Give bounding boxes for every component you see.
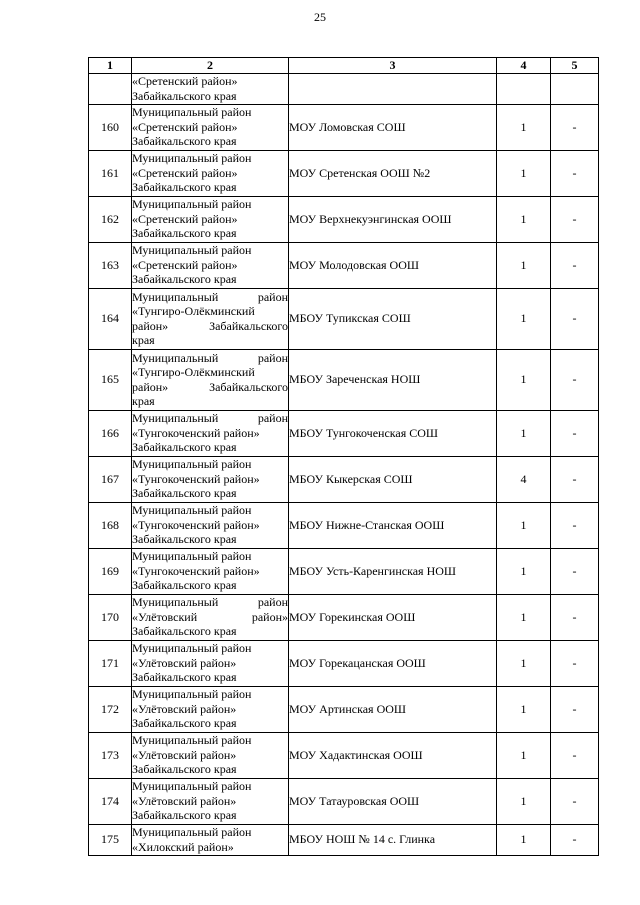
- cell-num: 161: [89, 150, 132, 196]
- table-row: [89, 732, 599, 778]
- header-col-4: 4: [497, 58, 551, 74]
- cell-num: 175: [89, 824, 132, 855]
- cell-district: [132, 73, 289, 104]
- district-line: «Сретенский район»: [132, 211, 238, 226]
- cell-district: [132, 104, 289, 150]
- cell-col5: -: [551, 349, 599, 410]
- header-row: [89, 58, 599, 74]
- cell-num: 160: [89, 104, 132, 150]
- cell-col5: -: [551, 288, 599, 349]
- cell-school: МОУ Артинская ООШ: [289, 686, 497, 732]
- cell-school: МБОУ НОШ № 14 с. Глинка: [289, 824, 497, 855]
- district-line: Забайкальского края: [132, 532, 237, 547]
- table-row: [89, 410, 599, 456]
- table-row: [89, 104, 599, 150]
- cell-qty: 4: [497, 456, 551, 502]
- district-line: «Улётовский район»: [132, 655, 237, 670]
- header-col-2: 2: [132, 58, 289, 74]
- cell-school: МБОУ Кыкерская СОШ: [289, 456, 497, 502]
- cell-num: 170: [89, 594, 132, 640]
- district-line: Муниципальный район: [132, 197, 252, 212]
- cell-num: 166: [89, 410, 132, 456]
- cell-col5: -: [551, 548, 599, 594]
- cell-qty: 1: [497, 778, 551, 824]
- cell-district: [132, 594, 289, 640]
- cell-col5: -: [551, 824, 599, 855]
- cell-col5: -: [551, 456, 599, 502]
- district-line: Муниципальный район: [132, 687, 252, 702]
- cell-school: МБОУ Тупикская СОШ: [289, 288, 497, 349]
- table-row: [89, 456, 599, 502]
- district-line: «Хилокский район»: [132, 839, 234, 854]
- cell-qty: 1: [497, 548, 551, 594]
- cell-col5: [551, 73, 599, 104]
- district-line: «Сретенский район»: [132, 74, 238, 88]
- cell-qty: 1: [497, 732, 551, 778]
- cell-qty: 1: [497, 686, 551, 732]
- cell-qty: 1: [497, 349, 551, 410]
- cell-qty: 1: [497, 824, 551, 855]
- district-line: «Сретенский район»: [132, 257, 238, 272]
- cell-school: МОУ Ломовская СОШ: [289, 104, 497, 150]
- cell-district: [132, 242, 289, 288]
- header-col-3: 3: [289, 58, 497, 74]
- cell-school: [289, 73, 497, 104]
- district-line: Муниципальный район: [132, 503, 252, 518]
- table-row: [89, 778, 599, 824]
- district-line: «Улётовский район»: [132, 701, 237, 716]
- district-line: Муниципальный район: [132, 289, 288, 304]
- cell-district: [132, 778, 289, 824]
- district-line: Муниципальный район: [132, 595, 288, 610]
- cell-qty: 1: [497, 242, 551, 288]
- table-row: [89, 824, 599, 855]
- district-line: Муниципальный район: [132, 151, 252, 166]
- cell-district: [132, 150, 289, 196]
- district-line: «Тунгиро-Олёкминский: [132, 304, 255, 318]
- district-line: Муниципальный район: [132, 105, 252, 120]
- cell-col5: -: [551, 410, 599, 456]
- cell-num: 171: [89, 640, 132, 686]
- district-line: Муниципальный район: [132, 641, 252, 656]
- cell-num: 163: [89, 242, 132, 288]
- header-col-1: 1: [89, 58, 132, 74]
- cell-school: МБОУ Усть-Каренгинская НОШ: [289, 548, 497, 594]
- cell-district: [132, 686, 289, 732]
- cell-qty: 1: [497, 594, 551, 640]
- table-row: [89, 502, 599, 548]
- district-line: «Тунгокоченский район»: [132, 425, 260, 440]
- cell-school: МБОУ Тунгокоченская СОШ: [289, 410, 497, 456]
- table-row: [89, 548, 599, 594]
- district-line: «Сретенский район»: [132, 165, 238, 180]
- table-row: [89, 686, 599, 732]
- district-line: «Тунгокоченский район»: [132, 517, 260, 532]
- cell-school: МОУ Татауровская ООШ: [289, 778, 497, 824]
- district-line: район» Забайкальского: [132, 379, 288, 394]
- cell-district: [132, 288, 289, 349]
- table-row: [89, 288, 599, 349]
- cell-qty: [497, 73, 551, 104]
- district-line: Муниципальный район: [132, 350, 288, 365]
- cell-school: МБОУ Нижне-Станская ООШ: [289, 502, 497, 548]
- cell-district: [132, 196, 289, 242]
- district-line: края: [132, 394, 155, 408]
- district-line: Забайкальского края: [132, 762, 237, 777]
- district-line: Забайкальского края: [132, 226, 237, 241]
- cell-num: 169: [89, 548, 132, 594]
- district-line: Забайкальского края: [132, 88, 237, 103]
- district-line: Забайкальского края: [132, 272, 237, 287]
- district-line: Забайкальского края: [132, 716, 237, 731]
- table-row: [89, 594, 599, 640]
- cell-district: [132, 824, 289, 855]
- cell-col5: -: [551, 640, 599, 686]
- continuation-row: [89, 73, 599, 104]
- district-line: Забайкальского края: [132, 180, 237, 195]
- table-body: [89, 73, 599, 855]
- page-number: 25: [314, 10, 326, 24]
- header-col-5: 5: [551, 58, 599, 74]
- cell-col5: -: [551, 242, 599, 288]
- cell-district: [132, 349, 289, 410]
- cell-school: МОУ Верхнекуэнгинская ООШ: [289, 196, 497, 242]
- cell-col5: -: [551, 502, 599, 548]
- district-line: Муниципальный район: [132, 779, 252, 794]
- table-row: [89, 349, 599, 410]
- schools-table: [88, 57, 599, 856]
- district-line: Муниципальный район: [132, 733, 252, 748]
- cell-qty: 1: [497, 410, 551, 456]
- cell-col5: -: [551, 594, 599, 640]
- cell-num: 162: [89, 196, 132, 242]
- table-header: [89, 58, 599, 74]
- cell-col5: -: [551, 150, 599, 196]
- district-line: Забайкальского края: [132, 624, 237, 639]
- district-line: Забайкальского края: [132, 670, 237, 685]
- cell-school: МОУ Горекинская ООШ: [289, 594, 497, 640]
- cell-num: 165: [89, 349, 132, 410]
- cell-qty: 1: [497, 104, 551, 150]
- cell-num: 174: [89, 778, 132, 824]
- cell-district: [132, 640, 289, 686]
- cell-school: МОУ Молодовская ООШ: [289, 242, 497, 288]
- district-line: края: [132, 333, 155, 347]
- district-line: Забайкальского края: [132, 440, 237, 455]
- district-line: «Улётовский район»: [132, 609, 288, 624]
- district-line: Забайкальского края: [132, 486, 237, 501]
- cell-num: 172: [89, 686, 132, 732]
- cell-qty: 1: [497, 196, 551, 242]
- cell-district: [132, 502, 289, 548]
- cell-district: [132, 456, 289, 502]
- district-line: Забайкальского края: [132, 134, 237, 149]
- cell-district: [132, 548, 289, 594]
- cell-qty: 1: [497, 288, 551, 349]
- cell-col5: -: [551, 104, 599, 150]
- table-row: [89, 150, 599, 196]
- district-line: «Сретенский район»: [132, 119, 238, 134]
- cell-num: 167: [89, 456, 132, 502]
- district-line: «Тунгиро-Олёкминский: [132, 365, 255, 379]
- district-line: Муниципальный район: [132, 243, 252, 258]
- cell-district: [132, 410, 289, 456]
- cell-num: 164: [89, 288, 132, 349]
- cell-district: [132, 732, 289, 778]
- cell-school: МБОУ Зареченская НОШ: [289, 349, 497, 410]
- district-line: «Тунгокоченский район»: [132, 563, 260, 578]
- table-row: [89, 242, 599, 288]
- district-line: Муниципальный район: [132, 457, 252, 472]
- district-line: Муниципальный район: [132, 411, 288, 426]
- table-row: [89, 196, 599, 242]
- table-row: [89, 640, 599, 686]
- cell-school: МОУ Сретенская ООШ №2: [289, 150, 497, 196]
- district-line: район» Забайкальского: [132, 318, 288, 333]
- cell-qty: 1: [497, 150, 551, 196]
- district-line: Забайкальского края: [132, 578, 237, 593]
- cell-school: МОУ Горекацанская ООШ: [289, 640, 497, 686]
- district-line: Муниципальный район: [132, 825, 252, 839]
- cell-qty: 1: [497, 640, 551, 686]
- cell-col5: -: [551, 732, 599, 778]
- cell-col5: -: [551, 778, 599, 824]
- cell-num: 168: [89, 502, 132, 548]
- district-line: «Тунгокоченский район»: [132, 471, 260, 486]
- cell-num: 173: [89, 732, 132, 778]
- cell-school: МОУ Хадактинская ООШ: [289, 732, 497, 778]
- district-line: «Улётовский район»: [132, 747, 237, 762]
- district-line: Забайкальского края: [132, 808, 237, 823]
- cell-qty: 1: [497, 502, 551, 548]
- cell-num: [89, 73, 132, 104]
- cell-col5: -: [551, 196, 599, 242]
- cell-col5: -: [551, 686, 599, 732]
- district-line: Муниципальный район: [132, 549, 252, 564]
- district-line: «Улётовский район»: [132, 793, 237, 808]
